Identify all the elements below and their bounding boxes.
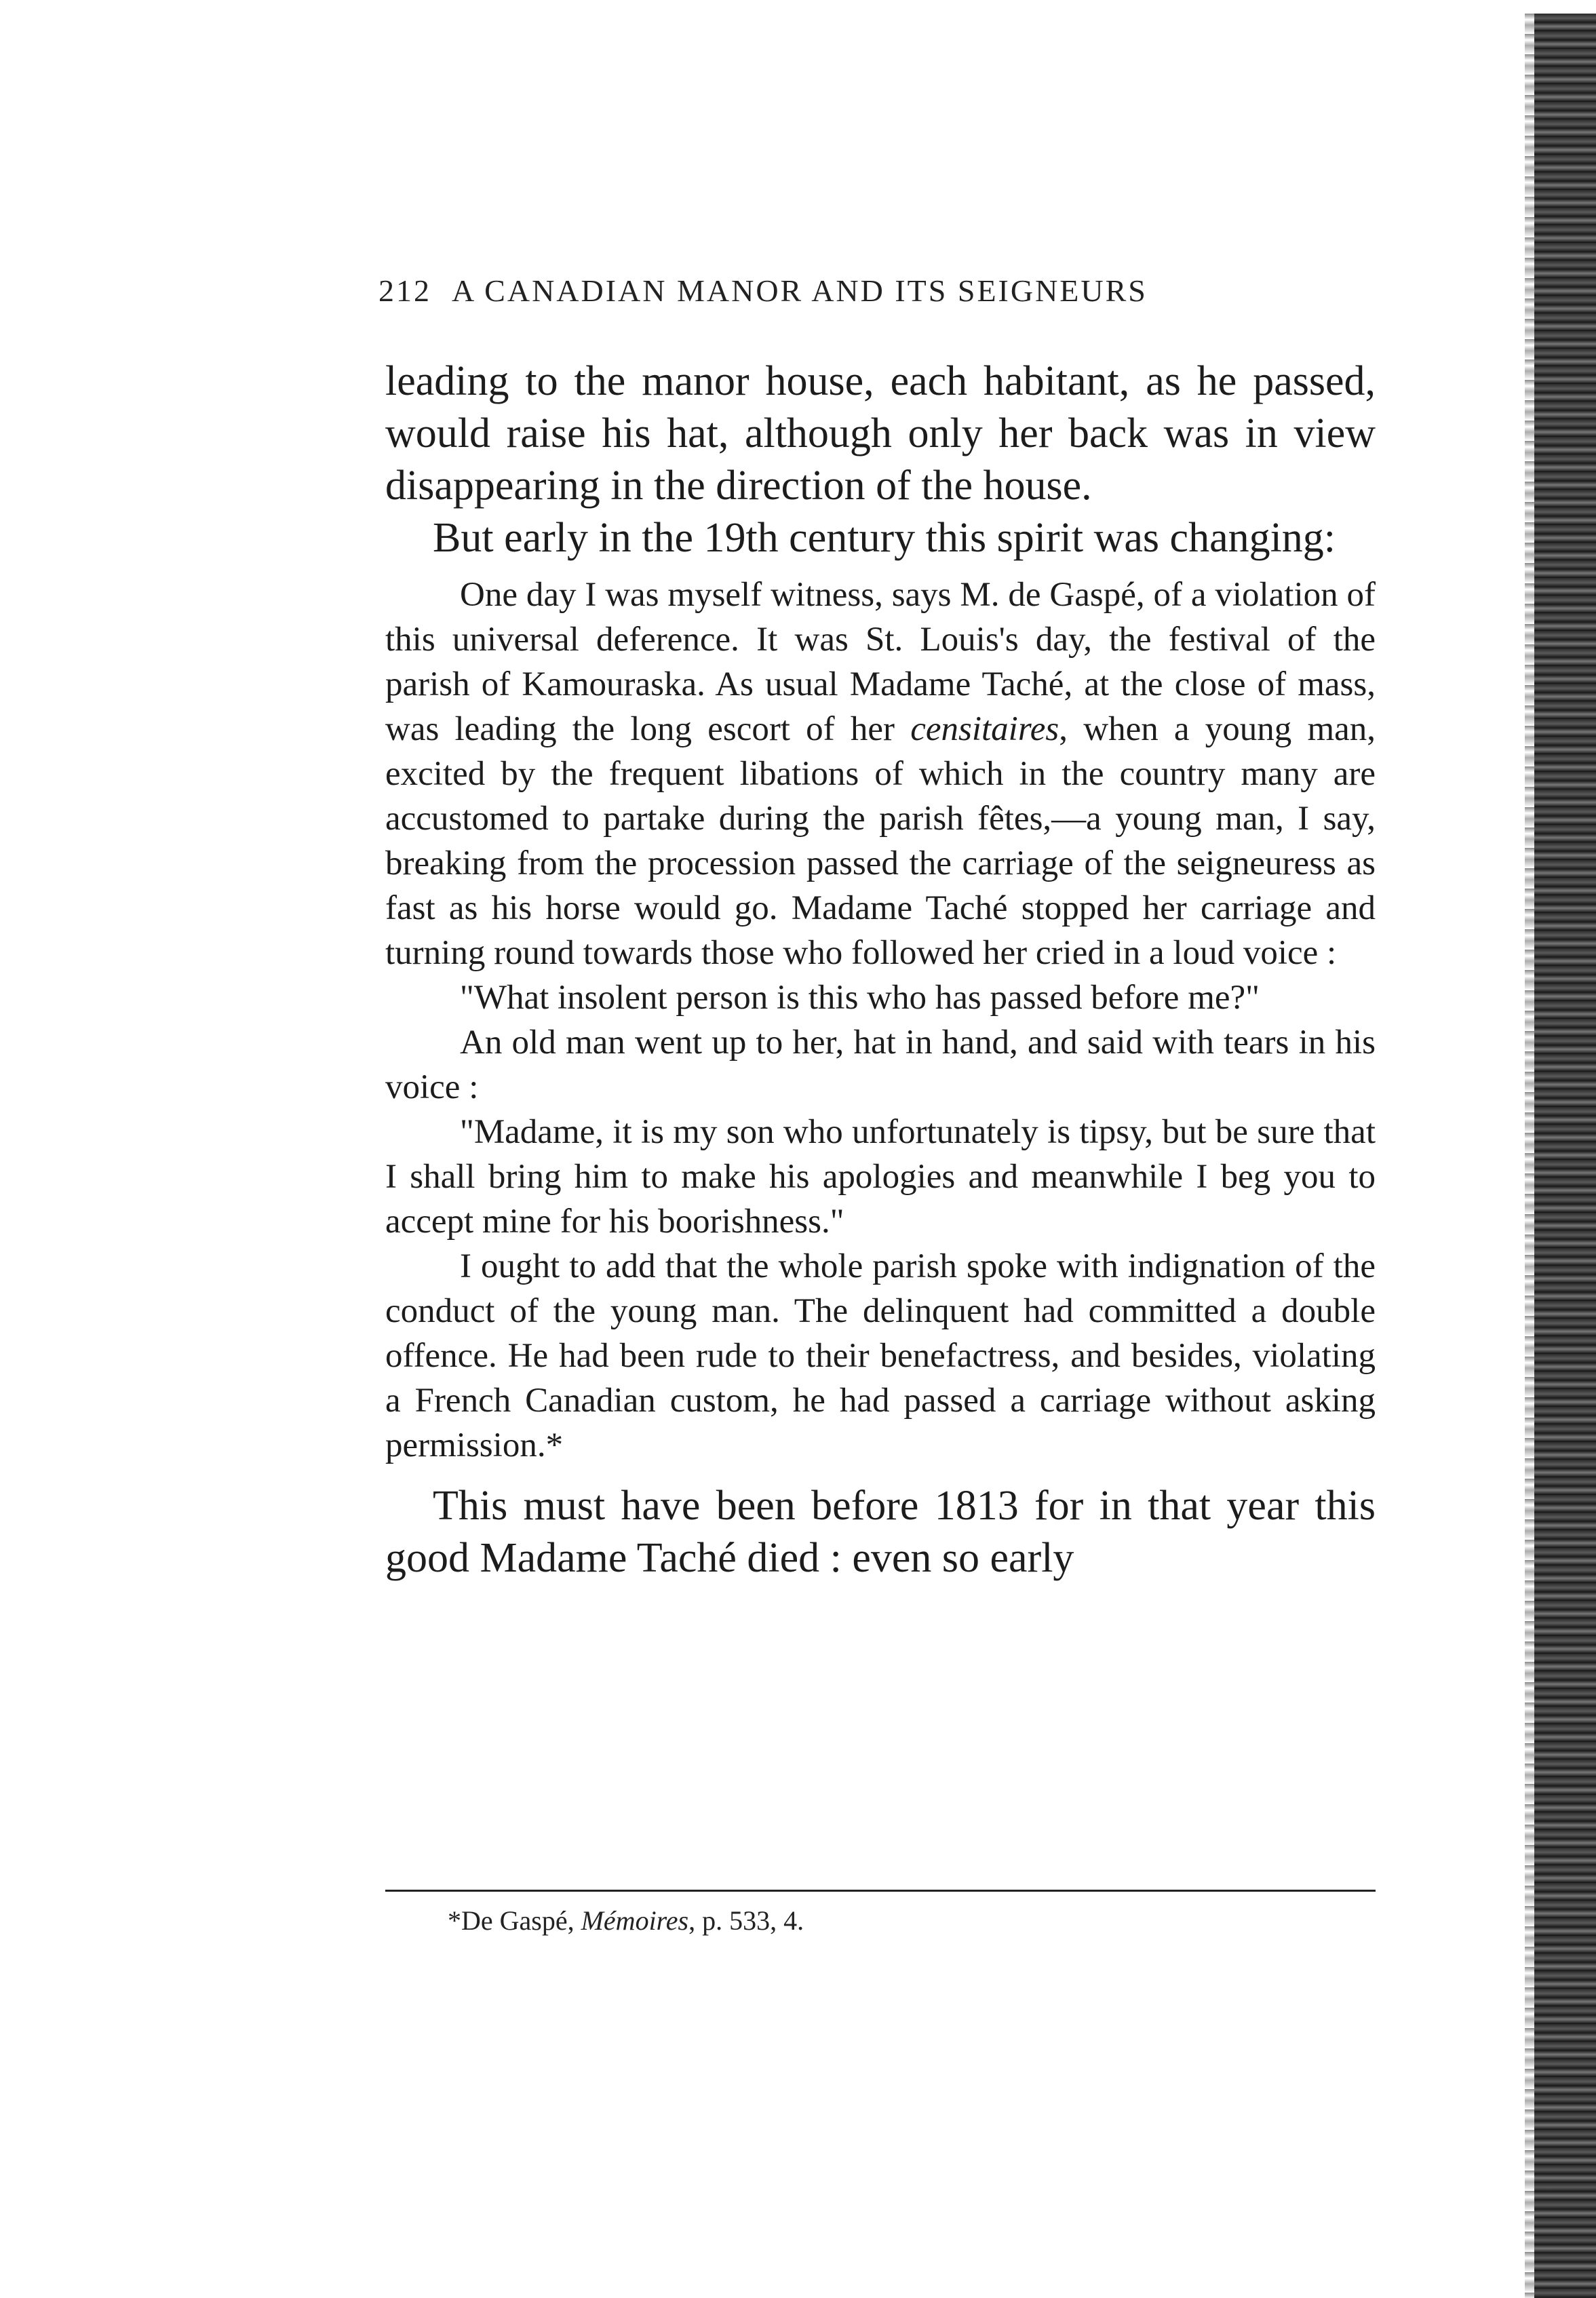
footnote-italic: Mémoires	[581, 1905, 689, 1936]
page-number: 212	[378, 273, 431, 308]
footnote-text-a: *De Gaspé,	[448, 1905, 581, 1936]
binding-edge	[1534, 14, 1596, 2298]
main-text	[385, 355, 1376, 1584]
quote-paragraph-2: "What insolent person is this who has passed before me?"	[460, 979, 1260, 1017]
footnote-rule	[385, 1890, 1376, 1892]
running-head	[378, 273, 1376, 309]
running-title: A CANADIAN MANOR AND ITS SEIGNEURS	[452, 273, 1148, 308]
quote-p1-text-b: , when a young man, excited by the frequent libations of which in the country many are accustomed to partake during the parish fêtes,—a young man, I say, breaking from the procession passed the carriage of the seigneuress as fast as his horse would go. Madame Taché stopped her carriage and turning round towards those who followed her cried in a loud voice :	[385, 710, 1376, 972]
quote-paragraph-1	[385, 572, 1376, 975]
paragraph-1: leading to the manor house, each habitant, as he passed, would raise his hat, although only her back was in view disappearing in the direction of the house.	[385, 358, 1376, 509]
quote-p1-text-a: One day I was myself witness, says M. de Gaspé, of a violation of this universal deference. It was St. Louis's day, the festival of the parish of Kamouraska. As usual Madame Taché, at the close of mass, was leading the long escort of her	[385, 576, 1376, 748]
footnote-text-b: , p. 533, 4.	[688, 1905, 804, 1936]
quote-paragraph-3: An old man went up to her, hat in hand, and said with tears in his voice :	[385, 1024, 1376, 1106]
block-quote	[385, 572, 1376, 1468]
quote-p1-italic: censitaires	[910, 710, 1059, 748]
quote-paragraph-5: I ought to add that the whole parish spoke with indignation of the conduct of the young man. The delinquent had committed a double offence. He had been rude to their benefactress, and besides, violating a French Canadian custom, he had passed a carriage without asking permission.*	[385, 1247, 1376, 1464]
paragraph-3: This must have been before 1813 for in that year this good Madame Taché died : even so early	[385, 1483, 1376, 1581]
quote-paragraph-4: "Madame, it is my son who unfortunately is tipsy, but be sure that I shall bring him to make his apologies and meanwhile I beg you to accept mine for his boorishness."	[385, 1113, 1376, 1241]
paragraph-2: But early in the 19th century this spirit was changing:	[433, 515, 1336, 561]
footnote	[448, 1905, 804, 1936]
